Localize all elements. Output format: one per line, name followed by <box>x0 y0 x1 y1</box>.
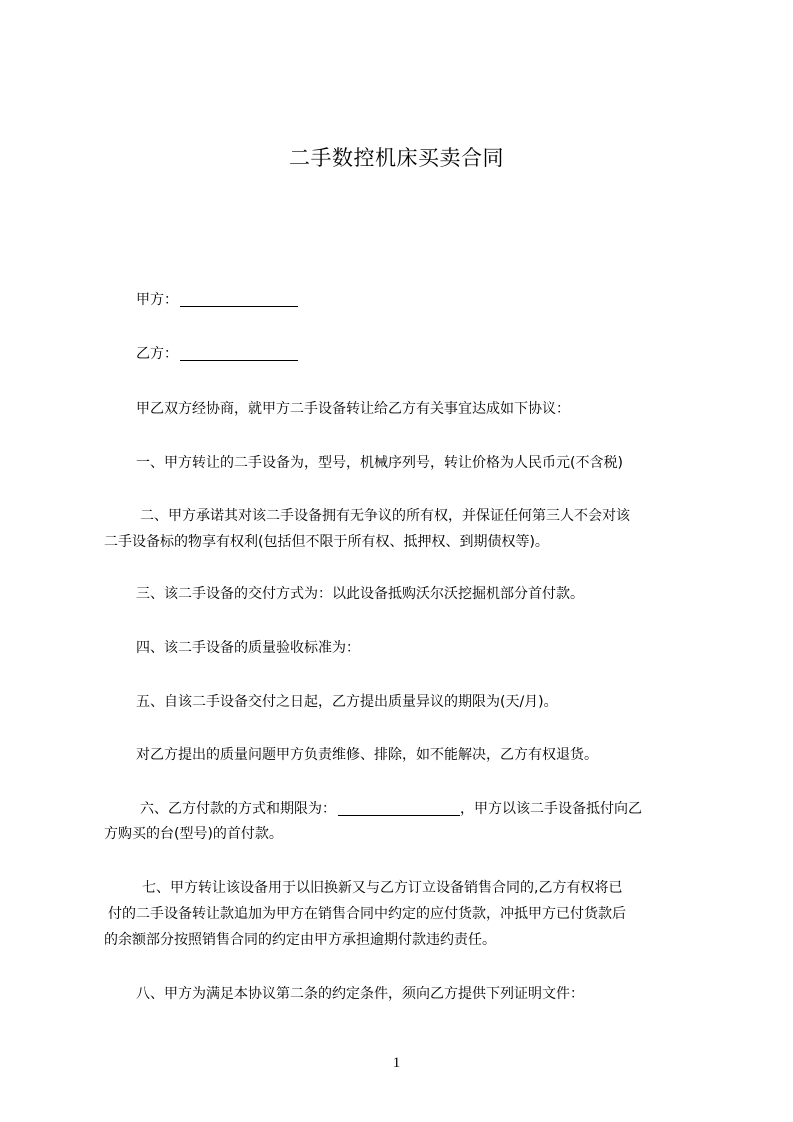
document-title: 二手数控机床买卖合同 <box>289 146 504 170</box>
party-a-label: 甲方： <box>136 292 178 308</box>
party-a-blank <box>180 290 298 307</box>
party-b-blank <box>180 344 298 361</box>
clause-6-line-1 <box>140 795 740 823</box>
party-b-line <box>136 340 736 368</box>
clause-2-line-2: 二手设备标的物享有权利(包括但不限于所有权、抵押权、到期债权等)。 <box>104 534 549 550</box>
payment-terms-blank <box>338 799 460 816</box>
party-b-label: 乙方： <box>136 346 178 362</box>
clause-5: 五、自该二手设备交付之日起，乙方提出质量异议的期限为(天/月)。 <box>136 694 558 710</box>
intro-paragraph: 甲乙双方经协商，就甲方二手设备转让给乙方有关事宜达成如下协议： <box>136 401 570 417</box>
clause-5-note: 对乙方提出的质量问题甲方负责维修、排除，如不能解决，乙方有权退货。 <box>136 747 598 763</box>
clause-6-line-2: 方购买的台(型号)的首付款。 <box>104 826 283 842</box>
clause-1: 一、甲方转让的二手设备为，型号，机械序列号，转让价格为人民币元(不含税) <box>136 455 623 471</box>
clause-6-suffix: ，甲方以该二手设备抵付向乙 <box>460 801 642 817</box>
clause-7-line-2: 付的二手设备转让款追加为甲方在销售合同中约定的应付货款，冲抵甲方已付货款后 <box>108 906 626 922</box>
clause-7-line-3: 的余额部分按照销售合同的约定由甲方承担逾期付款违约责任。 <box>104 932 496 948</box>
party-a-line <box>136 286 736 314</box>
clause-3: 三、该二手设备的交付方式为：以此设备抵购沃尔沃挖掘机部分首付款。 <box>136 586 584 602</box>
clause-4: 四、该二手设备的质量验收标准为： <box>136 640 360 656</box>
page-number: 1 <box>392 1055 401 1071</box>
clause-7-line-1: 七、甲方转让该设备用于以旧换新又与乙方订立设备销售合同的,乙方有权将已 <box>142 880 623 896</box>
clause-6-prefix: 六、乙方付款的方式和期限为： <box>140 801 336 817</box>
clause-8: 八、甲方为满足本协议第二条的约定条件，须向乙方提供下列证明文件： <box>136 986 584 1002</box>
clause-2-line-1: 二、甲方承诺其对该二手设备拥有无争议的所有权，并保证任何第三人不会对该 <box>140 508 630 524</box>
